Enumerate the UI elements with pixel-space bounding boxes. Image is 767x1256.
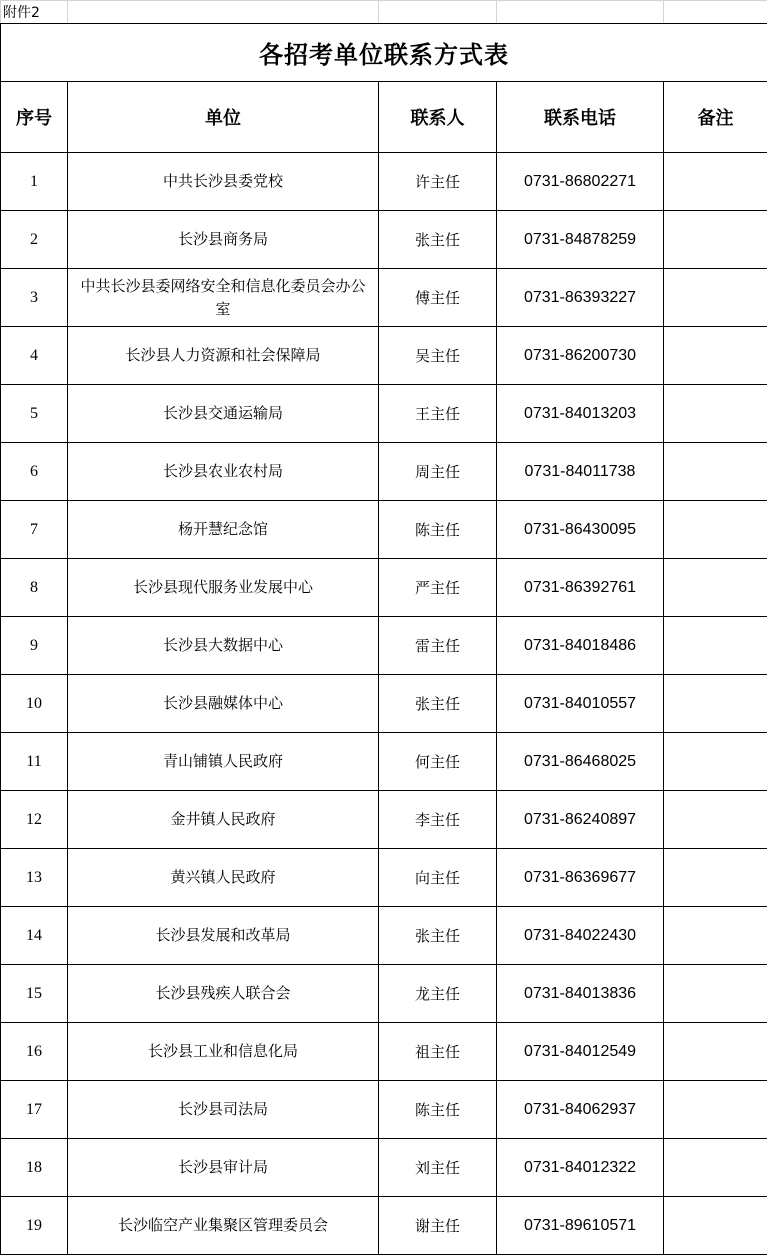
remark-cell (664, 791, 767, 849)
row-number: 18 (1, 1139, 68, 1197)
unit-name: 长沙县大数据中心 (68, 617, 379, 675)
phone-number: 0731-86393227 (497, 269, 664, 327)
unit-name: 长沙临空产业集聚区管理委员会 (68, 1197, 379, 1255)
table-row (1, 965, 767, 1023)
remark-cell (664, 211, 767, 269)
header-unit: 单位 (68, 82, 379, 153)
table-row (1, 443, 767, 501)
table-row (1, 849, 767, 907)
row-number: 13 (1, 849, 68, 907)
attachment-label: 附件2 (1, 1, 68, 24)
phone-number: 0731-86200730 (497, 327, 664, 385)
remark-cell (664, 849, 767, 907)
contact-person: 傅主任 (379, 269, 497, 327)
remark-cell (664, 1197, 767, 1255)
unit-name: 金井镇人民政府 (68, 791, 379, 849)
unit-name: 中共长沙县委网络安全和信息化委员会办公室 (68, 269, 379, 327)
unit-name: 黄兴镇人民政府 (68, 849, 379, 907)
unit-name: 长沙县现代服务业发展中心 (68, 559, 379, 617)
empty-cell (379, 1, 497, 24)
row-number: 12 (1, 791, 68, 849)
table-row (1, 1197, 767, 1255)
header-remark: 备注 (664, 82, 767, 153)
phone-number: 0731-84012549 (497, 1023, 664, 1081)
remark-cell (664, 501, 767, 559)
contact-person: 王主任 (379, 385, 497, 443)
phone-number: 0731-84022430 (497, 907, 664, 965)
unit-name: 长沙县商务局 (68, 211, 379, 269)
table-row (1, 1139, 767, 1197)
table-row (1, 791, 767, 849)
header-no: 序号 (1, 82, 68, 153)
unit-name: 中共长沙县委党校 (68, 153, 379, 211)
unit-name: 杨开慧纪念馆 (68, 501, 379, 559)
row-number: 1 (1, 153, 68, 211)
table-row (1, 327, 767, 385)
remark-cell (664, 1081, 767, 1139)
remark-cell (664, 1139, 767, 1197)
table-row (1, 675, 767, 733)
empty-cell (664, 1, 767, 24)
contact-person: 祖主任 (379, 1023, 497, 1081)
page-title: 各招考单位联系方式表 (1, 24, 767, 82)
unit-name: 长沙县农业农村局 (68, 443, 379, 501)
contact-person: 周主任 (379, 443, 497, 501)
attachment-row (1, 1, 767, 24)
remark-cell (664, 675, 767, 733)
phone-number: 0731-89610571 (497, 1197, 664, 1255)
remark-cell (664, 733, 767, 791)
contact-person: 陈主任 (379, 1081, 497, 1139)
contact-person: 何主任 (379, 733, 497, 791)
row-number: 14 (1, 907, 68, 965)
contact-person: 雷主任 (379, 617, 497, 675)
table-row (1, 617, 767, 675)
contact-person: 张主任 (379, 211, 497, 269)
row-number: 10 (1, 675, 68, 733)
contact-person: 吴主任 (379, 327, 497, 385)
title-row (1, 24, 767, 82)
phone-number: 0731-84013203 (497, 385, 664, 443)
empty-cell (68, 1, 379, 24)
table-row (1, 385, 767, 443)
phone-number: 0731-84878259 (497, 211, 664, 269)
table-row (1, 153, 767, 211)
table-row (1, 1023, 767, 1081)
remark-cell (664, 617, 767, 675)
table-row (1, 501, 767, 559)
table-row (1, 211, 767, 269)
row-number: 19 (1, 1197, 68, 1255)
row-number: 8 (1, 559, 68, 617)
table-row (1, 269, 767, 327)
contact-person: 张主任 (379, 907, 497, 965)
table-row (1, 733, 767, 791)
remark-cell (664, 327, 767, 385)
table-row (1, 559, 767, 617)
unit-name: 长沙县发展和改革局 (68, 907, 379, 965)
row-number: 7 (1, 501, 68, 559)
remark-cell (664, 907, 767, 965)
unit-name: 青山铺镇人民政府 (68, 733, 379, 791)
phone-number: 0731-84010557 (497, 675, 664, 733)
remark-cell (664, 1023, 767, 1081)
header-phone: 联系电话 (497, 82, 664, 153)
unit-name: 长沙县融媒体中心 (68, 675, 379, 733)
phone-number: 0731-84013836 (497, 965, 664, 1023)
empty-cell (497, 1, 664, 24)
phone-number: 0731-86468025 (497, 733, 664, 791)
contact-person: 李主任 (379, 791, 497, 849)
row-number: 11 (1, 733, 68, 791)
table-row (1, 1081, 767, 1139)
row-number: 6 (1, 443, 68, 501)
row-number: 15 (1, 965, 68, 1023)
remark-cell (664, 153, 767, 211)
phone-number: 0731-86240897 (497, 791, 664, 849)
header-contact: 联系人 (379, 82, 497, 153)
contact-person: 向主任 (379, 849, 497, 907)
unit-name: 长沙县残疾人联合会 (68, 965, 379, 1023)
contact-person: 龙主任 (379, 965, 497, 1023)
unit-name: 长沙县交通运输局 (68, 385, 379, 443)
contact-person: 许主任 (379, 153, 497, 211)
unit-name: 长沙县人力资源和社会保障局 (68, 327, 379, 385)
contact-person: 刘主任 (379, 1139, 497, 1197)
remark-cell (664, 965, 767, 1023)
row-number: 5 (1, 385, 68, 443)
phone-number: 0731-84018486 (497, 617, 664, 675)
contact-person: 谢主任 (379, 1197, 497, 1255)
remark-cell (664, 559, 767, 617)
row-number: 9 (1, 617, 68, 675)
remark-cell (664, 443, 767, 501)
row-number: 4 (1, 327, 68, 385)
contact-person: 张主任 (379, 675, 497, 733)
header-row (1, 82, 767, 153)
phone-number: 0731-84011738 (497, 443, 664, 501)
unit-name: 长沙县司法局 (68, 1081, 379, 1139)
unit-name: 长沙县工业和信息化局 (68, 1023, 379, 1081)
remark-cell (664, 269, 767, 327)
remark-cell (664, 385, 767, 443)
row-number: 17 (1, 1081, 68, 1139)
phone-number: 0731-86369677 (497, 849, 664, 907)
table-row (1, 907, 767, 965)
phone-number: 0731-84012322 (497, 1139, 664, 1197)
row-number: 2 (1, 211, 68, 269)
phone-number: 0731-84062937 (497, 1081, 664, 1139)
row-number: 3 (1, 269, 68, 327)
unit-name: 长沙县审计局 (68, 1139, 379, 1197)
row-number: 16 (1, 1023, 68, 1081)
phone-number: 0731-86802271 (497, 153, 664, 211)
phone-number: 0731-86430095 (497, 501, 664, 559)
contact-person: 严主任 (379, 559, 497, 617)
phone-number: 0731-86392761 (497, 559, 664, 617)
contact-person: 陈主任 (379, 501, 497, 559)
